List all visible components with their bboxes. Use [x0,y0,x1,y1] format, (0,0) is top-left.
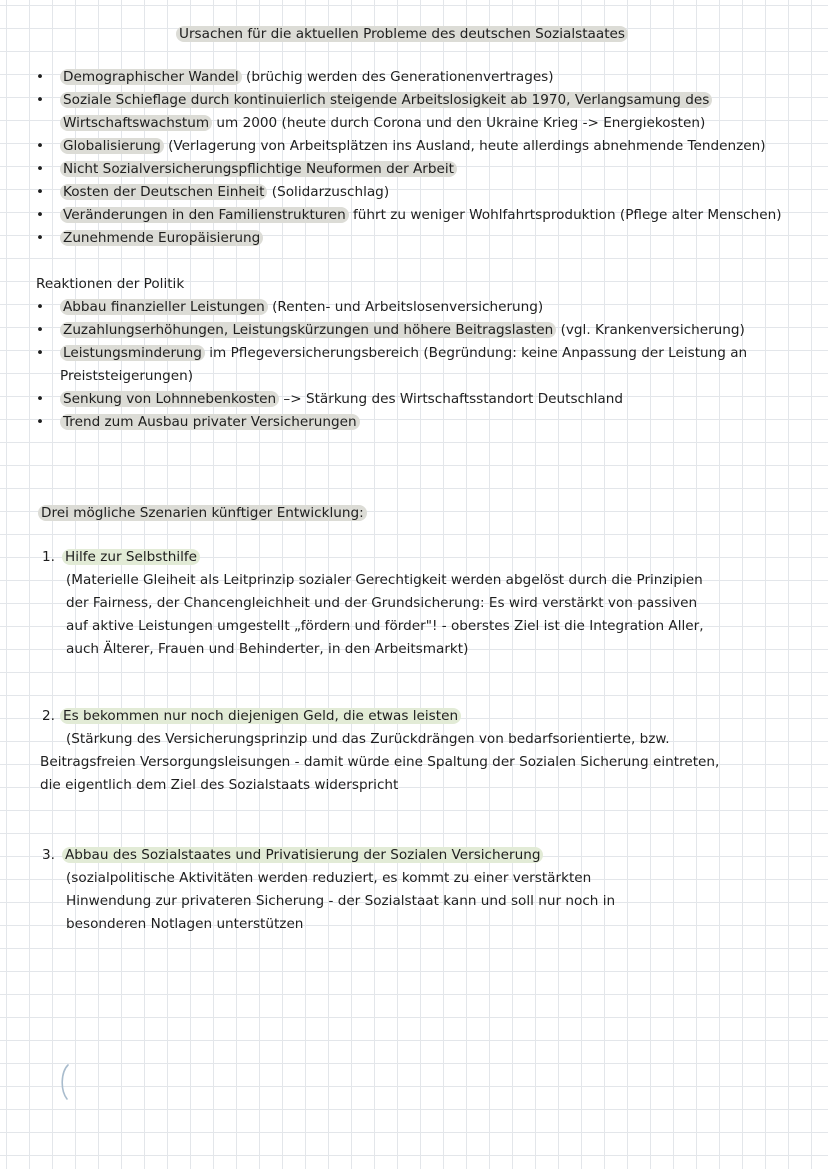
bullet: • [36,230,45,246]
scenario-title: Es bekommen nur noch diejenigen Geld, die etwas leisten [60,706,461,726]
list-item: Trend zum Ausbau privater Versicherungen [60,412,360,432]
bullet: • [36,322,45,338]
scenario-text: Hinwendung zur privateren Sicherung - der Sozialstaat kann und soll nur noch in [66,893,616,909]
bullet: • [36,92,45,108]
list-item: Soziale Schieflage durch kontinuierlich steigende Arbeitslosigkeit ab 1970, Verlangsamung des [60,90,712,110]
list-item: Globalisierung (Verlagerung von Arbeitsplätzen ins Ausland, heute allerdings abnehmende Tendenzen) [60,136,766,156]
scenario-text: (sozialpolitische Aktivitäten werden reduziert, es kommt zu einer verstärkten [66,870,592,886]
list-item: Nicht Sozialversicherungspflichtige Neuformen der Arbeit [60,159,457,179]
bullet: • [36,345,45,361]
list-item-continuation: Preiststeigerungen) [60,368,194,384]
page-title: Ursachen für die aktuellen Probleme des deutschen Sozialstaates [176,24,628,44]
scenario-text: auch Älterer, Frauen und Behinderter, in den Arbeitsmarkt) [66,641,469,657]
scenario-number: 1. [42,549,55,565]
list-item: Zuzahlungserhöhungen, Leistungskürzungen und höhere Beitragslasten (vgl. Krankenversicherung) [60,320,745,340]
list-item: Demographischer Wandel (brüchig werden des Generationenvertrages) [60,67,554,87]
bullet: • [36,299,45,315]
scenario-text: (Stärkung des Versicherungsprinzip und das Zurückdrängen von bedarfsorientierte, bzw. [66,731,670,747]
scenario-text: der Fairness, der Chancengleichheit und der Grundsicherung: Es wird verstärkt von passiven [66,595,698,611]
bullet: • [36,161,45,177]
bullet: • [36,69,45,85]
bullet: • [36,138,45,154]
bracket-mark [58,1064,72,1100]
scenario-text: die eigentlich dem Ziel des Sozialstaats widerspricht [40,777,399,793]
list-item: Leistungsminderung im Pflegeversicherungsbereich (Begründung: keine Anpassung der Leistung an [60,343,747,363]
scenario-title: Abbau des Sozialstaates und Privatisierung der Sozialen Versicherung [62,845,543,865]
bullet: • [36,414,45,430]
list-item: Abbau finanzieller Leistungen (Renten- und Arbeitslosenversicherung) [60,297,543,317]
section-heading-reactions: Reaktionen der Politik [36,276,185,292]
bullet: • [36,391,45,407]
bullet: • [36,184,45,200]
scenario-text: auf aktive Leistungen umgestellt „fördern und förder"! - oberstes Ziel ist die Integration Aller, [66,618,704,634]
section-heading-scenarios: Drei mögliche Szenarien künftiger Entwicklung: [38,503,367,523]
list-item: Zunehmende Europäisierung [60,228,263,248]
scenario-text: besonderen Notlagen unterstützen [66,916,304,932]
scenario-title: Hilfe zur Selbsthilfe [62,547,200,567]
scenario-text: (Materielle Gleiheit als Leitprinzip sozialer Gerechtigkeit werden abgelöst durch die Prinzipien [66,572,703,588]
scenario-number: 3. [42,847,55,863]
list-item: Senkung von Lohnnebenkosten –> Stärkung des Wirtschaftsstandort Deutschland [60,389,623,409]
scenario-text: Beitragsfreien Versorgungsleisungen - damit würde eine Spaltung der Sozialen Sicherung eintreten, [40,754,720,770]
list-item: Veränderungen in den Familienstrukturen führt zu weniger Wohlfahrtsproduktion (Pflege alter Menschen) [60,205,782,225]
scenario-number: 2. [42,708,55,724]
list-item: Kosten der Deutschen Einheit (Solidarzuschlag) [60,182,389,202]
bullet: • [36,207,45,223]
list-item-continuation: Wirtschaftswachstum um 2000 (heute durch Corona und den Ukraine Krieg -> Energiekosten) [60,113,705,133]
